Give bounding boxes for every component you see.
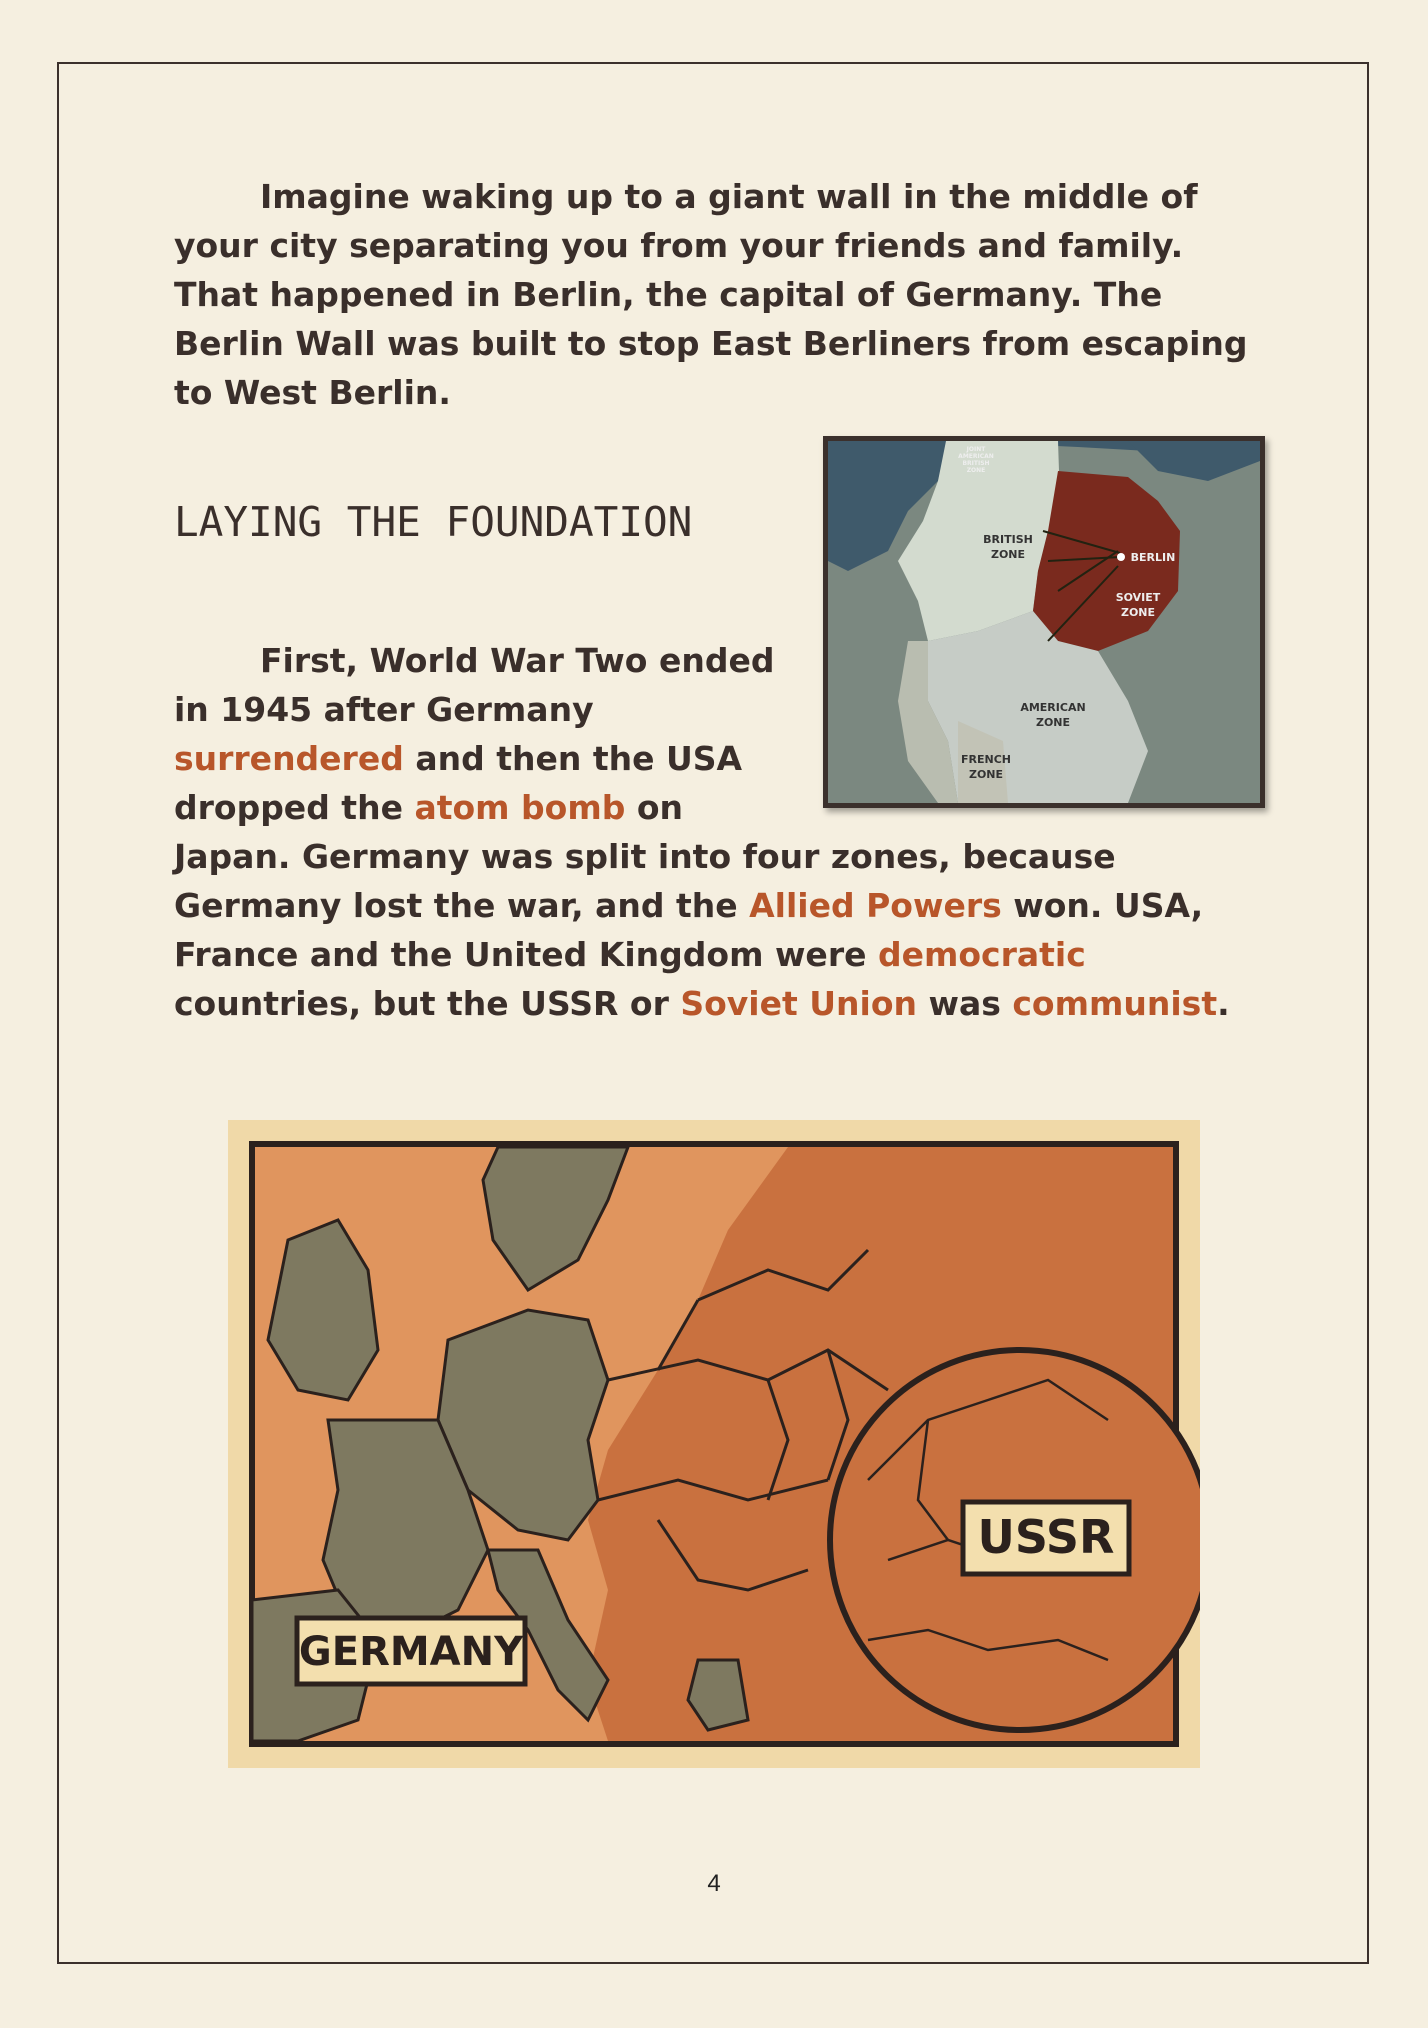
para-line-1: First, World War Two ended bbox=[260, 641, 775, 680]
term-communist: communist bbox=[1012, 984, 1218, 1023]
american-zone-label-2: ZONE bbox=[1035, 716, 1071, 729]
term-democratic: democratic bbox=[877, 935, 1086, 974]
para-text-10: countries, but the USSR or bbox=[174, 984, 681, 1023]
europe-map bbox=[228, 1120, 1200, 1768]
british-zone-label-1: BRITISH bbox=[983, 533, 1033, 546]
french-zone-label-2: ZONE bbox=[968, 768, 1004, 781]
term-soviet-union: Soviet Union bbox=[680, 984, 917, 1023]
section-heading: LAYING THE FOUNDATION bbox=[174, 498, 693, 546]
para-text-12: was bbox=[917, 984, 1013, 1023]
foundation-paragraph bbox=[174, 636, 1254, 1028]
joint-zone-label-4: ZONE bbox=[966, 467, 986, 474]
berlin-label: BERLIN bbox=[1130, 551, 1176, 564]
term-allied-powers: Allied Powers bbox=[749, 886, 1002, 925]
ussr-label: USSR bbox=[977, 1510, 1115, 1564]
para-text-6: Japan. Germany was split into four zones, because Germany lost the war, and the bbox=[174, 837, 1116, 925]
french-zone-label-1: FRENCH bbox=[961, 753, 1011, 766]
american-zone-label-1: AMERICAN bbox=[1020, 701, 1086, 714]
page-number: 4 bbox=[707, 1870, 721, 1897]
term-atom-bomb: atom bomb bbox=[414, 788, 626, 827]
joint-zone-label-2: AMERICAN bbox=[958, 453, 994, 460]
soviet-zone-label-2: ZONE bbox=[1120, 606, 1156, 619]
joint-zone-label-3: BRITISH bbox=[962, 460, 990, 467]
para-line-2: in 1945 after Germany bbox=[174, 690, 594, 729]
para-text-14: . bbox=[1217, 984, 1230, 1023]
term-surrendered: surrendered bbox=[174, 739, 404, 778]
para-text-3: dropped the bbox=[174, 788, 415, 827]
germany-label: GERMANY bbox=[298, 1629, 524, 1675]
europe-map-image bbox=[228, 1120, 1200, 1768]
joint-zone-label-1: JOINT bbox=[966, 446, 986, 453]
british-zone-label-2: ZONE bbox=[990, 548, 1026, 561]
para-text-8: won. USA, France and the United Kingdom were bbox=[174, 886, 1204, 974]
para-text-5: on bbox=[625, 788, 683, 827]
para-text-2: and then the USA bbox=[403, 739, 743, 778]
soviet-zone-label-1: SOVIET bbox=[1115, 591, 1161, 604]
intro-paragraph: Imagine waking up to a giant wall in the middle of your city separating you from your friends and family. That happened in Berlin, the capital of Germany. The Berlin Wall was built to stop East Berliners from escaping to West Berlin. bbox=[174, 177, 1248, 412]
